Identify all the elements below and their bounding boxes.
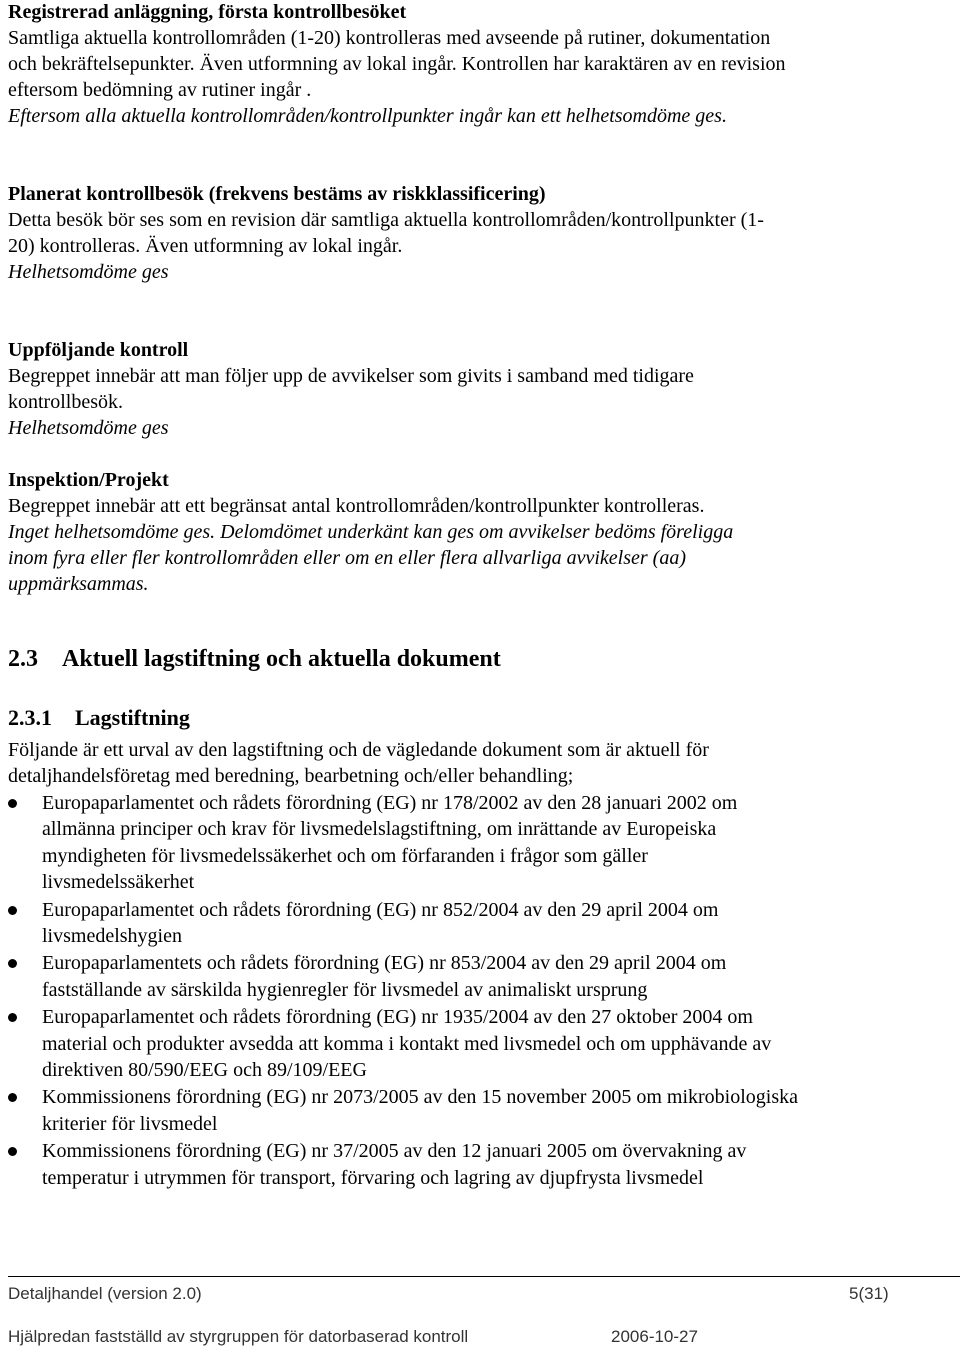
list-item-text: Kommissionens förordning (EG) nr 37/2005 av den 12 januari 2005 om övervakning av temperatur i utrymmen för transport, förvaring och lagring av djupfrysta livsmedel bbox=[42, 1140, 747, 1189]
section-text: Begreppet innebär att ett begränsat antal kontrollområden/kontrollpunkter kontrolleras. bbox=[8, 495, 705, 517]
list-item bbox=[8, 1138, 798, 1191]
bullet-icon bbox=[8, 1147, 17, 1156]
legislation-list bbox=[8, 790, 798, 1192]
footer-page-number: 5(31) bbox=[849, 1284, 889, 1303]
section-heading: Registrerad anläggning, första kontrollbesöket bbox=[8, 1, 407, 23]
section-followup bbox=[8, 337, 768, 441]
list-item bbox=[8, 790, 798, 896]
section-note: Helhetsomdöme ges bbox=[8, 261, 169, 283]
heading-title: Aktuell lagstiftning och aktuella dokument bbox=[62, 646, 501, 672]
section-text: Begreppet innebär att man följer upp de avvikelser som givits i samband med tidigare kontrollbesök. bbox=[8, 365, 694, 413]
list-item bbox=[8, 897, 798, 950]
footer-approval-note: Hjälpredan fastställd av styrgruppen för datorbaserad kontroll bbox=[8, 1327, 469, 1346]
section-note: Inget helhetsomdöme ges. Delomdömet underkänt kan ges om avvikelser bedöms föreligga inom fyra eller fler kontrollområden eller om en eller flera allvarliga avvikelser (aa) uppmärksammas. bbox=[8, 521, 734, 595]
footer-document-name: Detaljhandel (version 2.0) bbox=[8, 1284, 202, 1303]
section-first-visit bbox=[8, 0, 798, 129]
section-planned-visit bbox=[8, 181, 768, 285]
list-item-text: Europaparlamentets och rådets förordning (EG) nr 853/2004 av den 29 april 2004 om fastställande av särskilda hygienregler för livsmedel av animaliskt ursprung bbox=[42, 952, 727, 1001]
list-item-text: Europaparlamentet och rådets förordning (EG) nr 178/2002 av den 28 januari 2002 om allmänna principer och krav för livsmedelslagstiftning, om inrättande av Europeiska myndigheten för livsmedelssäkerhet och om förfaranden i frågor som gäller livsmedelssäkerhet bbox=[42, 792, 738, 894]
bullet-icon bbox=[8, 906, 17, 915]
section-text: Detta besök bör ses som en revision där samtliga aktuella kontrollområden/kontrollpunkter (1-20) kontrolleras. Även utformning av lokal ingår. bbox=[8, 209, 764, 257]
footer-date: 2006-10-27 bbox=[611, 1327, 698, 1346]
heading-number: 2.3.1 bbox=[8, 705, 52, 730]
heading-number: 2.3 bbox=[8, 646, 38, 672]
heading-title: Lagstiftning bbox=[75, 705, 190, 730]
list-item bbox=[8, 1004, 798, 1083]
section-text: Samtliga aktuella kontrollområden (1-20) kontrolleras med avseende på rutiner, dokumentation och bekräftelsepunkter. Även utformning av lokal ingår. Kontrollen har karaktären av en revision eftersom bedömning av rutiner ingår . bbox=[8, 27, 786, 101]
heading-2-3 bbox=[8, 646, 501, 673]
footer-divider bbox=[8, 1276, 960, 1277]
heading-2-3-1 bbox=[8, 705, 190, 731]
section-inspection bbox=[8, 467, 768, 597]
list-item-text: Kommissionens förordning (EG) nr 2073/2005 av den 15 november 2005 om mikrobiologiska kriterier för livsmedel bbox=[42, 1086, 799, 1135]
list-item-text: Europaparlamentet och rådets förordning (EG) nr 1935/2004 av den 27 oktober 2004 om material och produkter avsedda att komma i kontakt med livsmedel och om upphävande av direktiven 80/590/EEG och 89/109/EEG bbox=[42, 1006, 772, 1082]
bullet-icon bbox=[8, 1013, 17, 1022]
bullet-icon bbox=[8, 1093, 17, 1102]
section-heading: Uppföljande kontroll bbox=[8, 339, 189, 361]
bullet-icon bbox=[8, 959, 17, 968]
section-note: Helhetsomdöme ges bbox=[8, 417, 169, 439]
list-item bbox=[8, 1084, 798, 1137]
list-item-text: Europaparlamentet och rådets förordning (EG) nr 852/2004 av den 29 april 2004 om livsmedelshygien bbox=[42, 898, 719, 948]
bullet-icon bbox=[8, 799, 17, 808]
section-heading: Inspektion/Projekt bbox=[8, 469, 169, 491]
section-heading: Planerat kontrollbesök (frekvens bestäms av riskklassificering) bbox=[8, 183, 546, 205]
intro-paragraph: Följande är ett urval av den lagstiftning och de vägledande dokument som är aktuell för detaljhandelsföretag med beredning, bearbetning och/eller behandling; bbox=[8, 739, 709, 787]
list-item bbox=[8, 950, 798, 1003]
section-note: Eftersom alla aktuella kontrollområden/kontrollpunkter ingår kan ett helhetsomdöme ges. bbox=[8, 105, 727, 127]
